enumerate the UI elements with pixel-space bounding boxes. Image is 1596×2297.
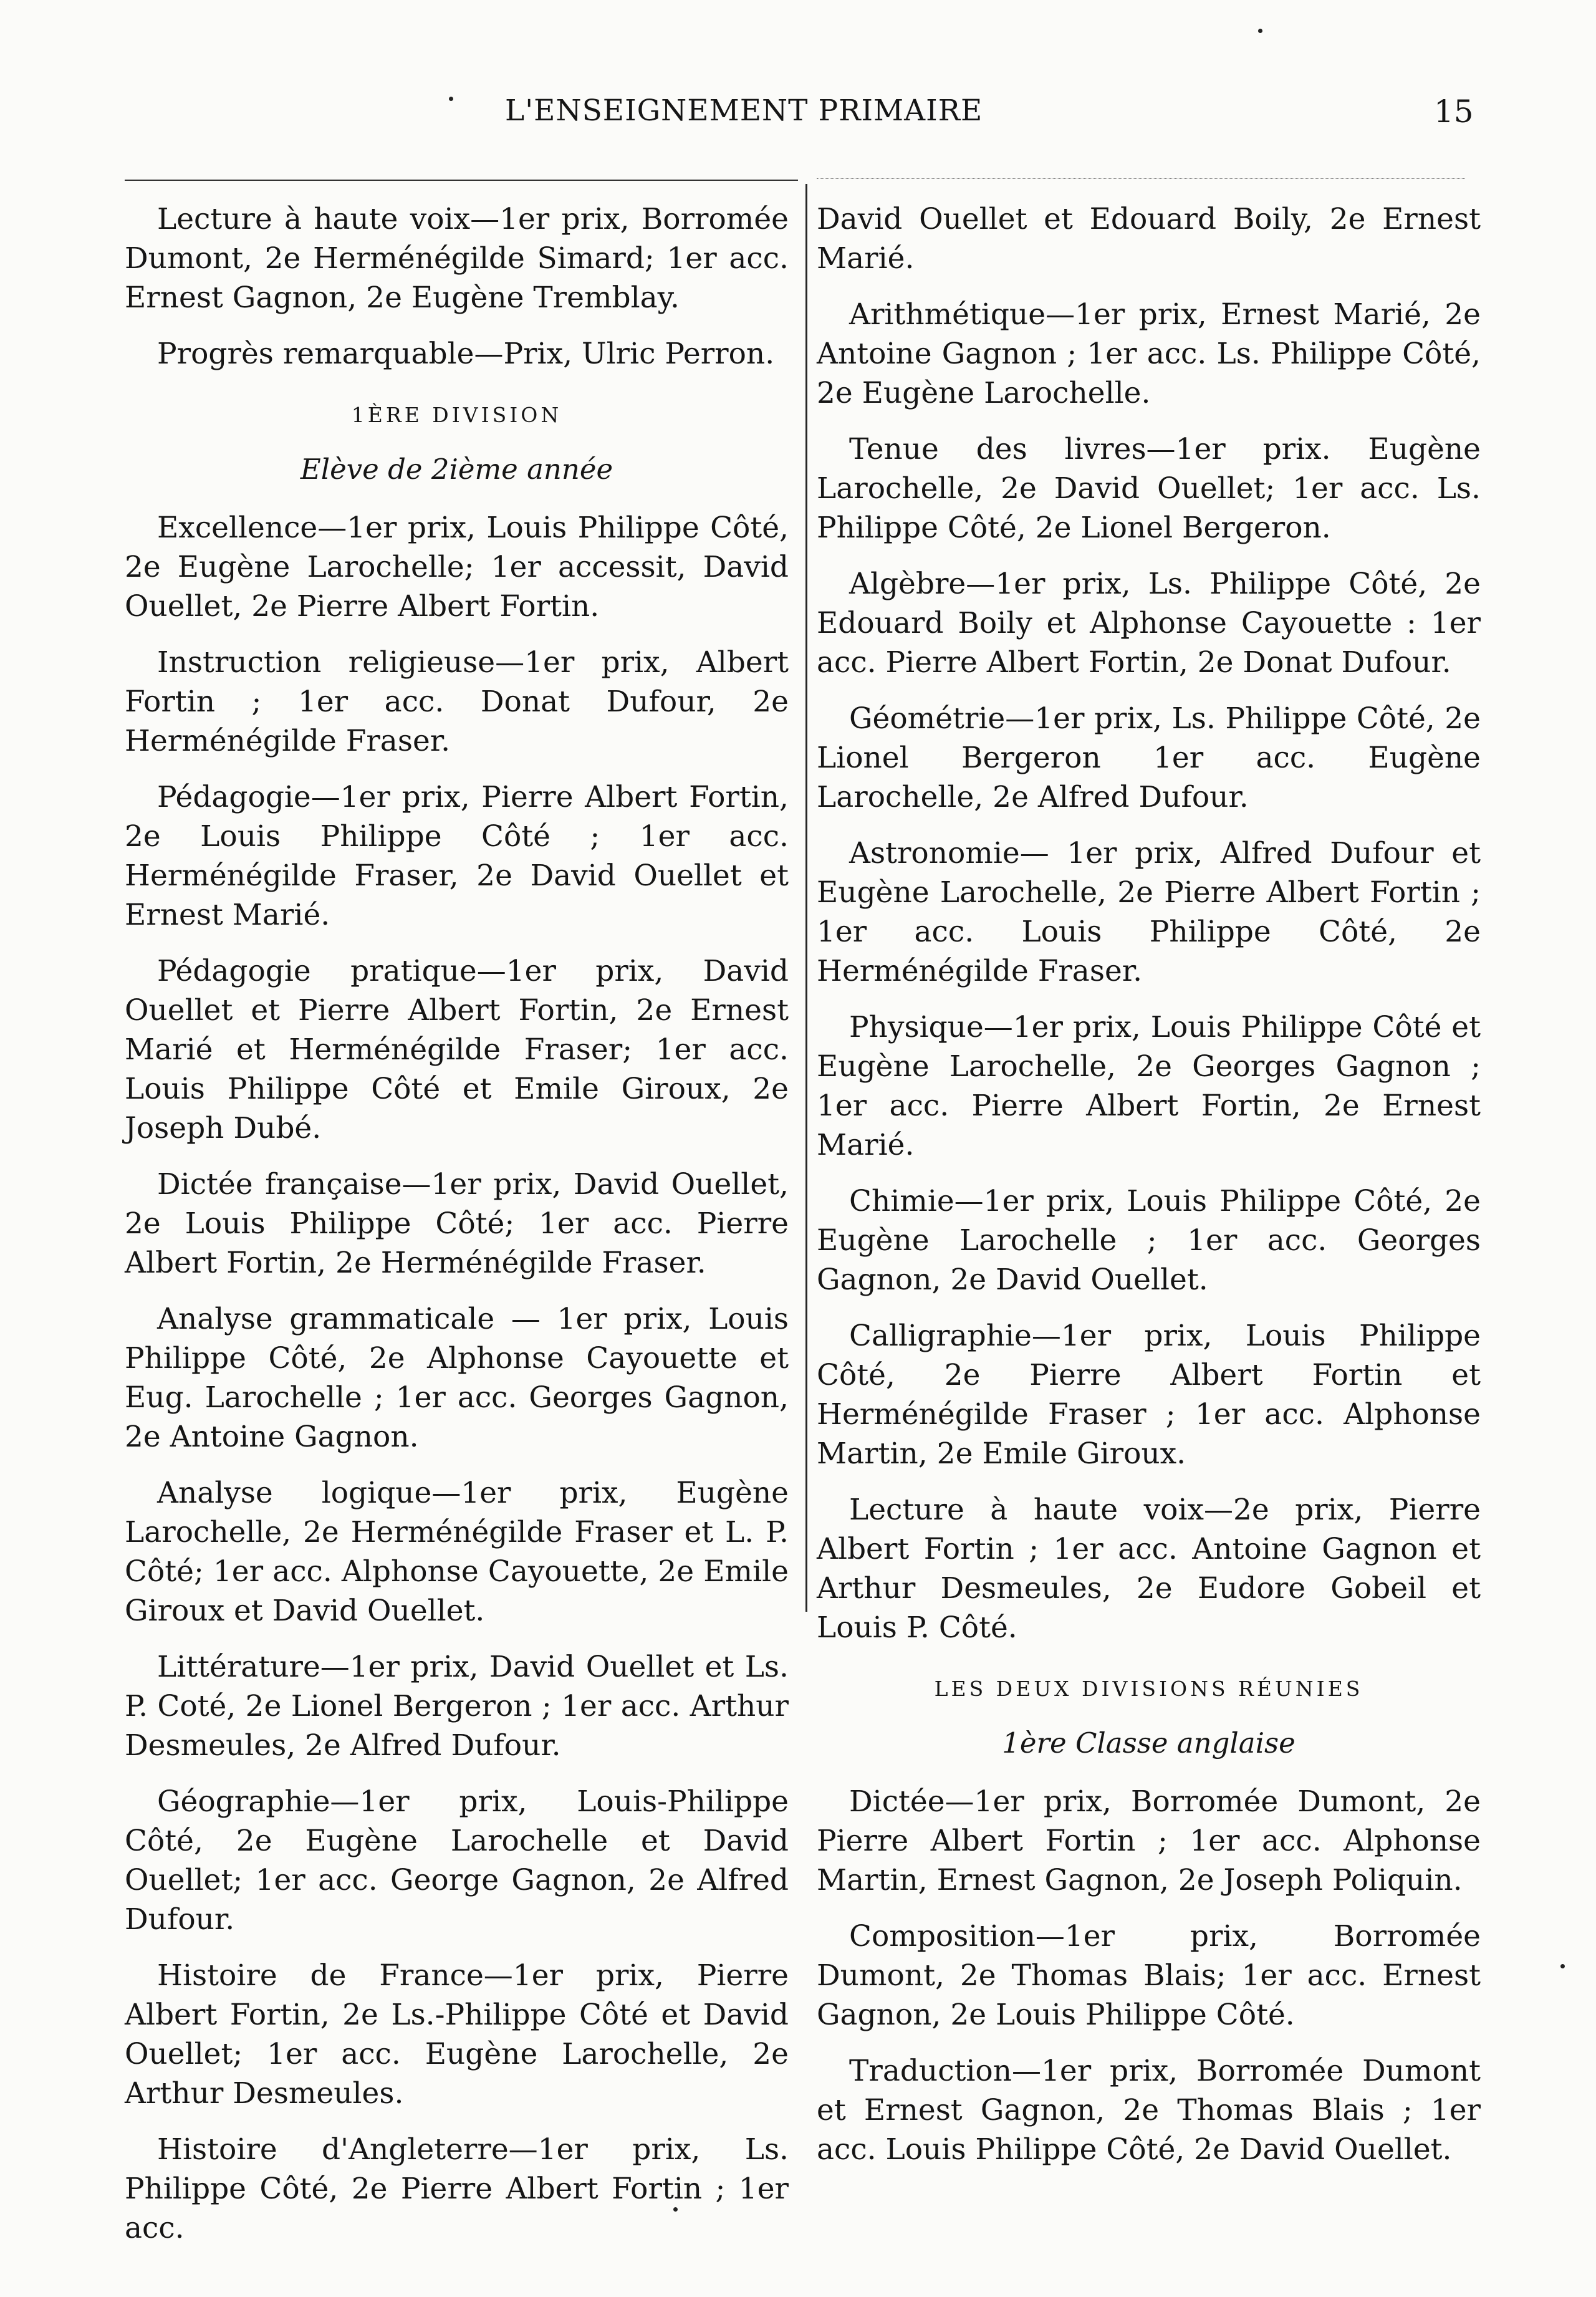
ink-speck	[673, 2207, 678, 2212]
prize-paragraph: Géographie—1er prix, Louis-Philippe Côté, 2e Eugène Larochelle et David Ouellet; 1er acc. George Gagnon, 2e Alfred Dufour.	[125, 1784, 789, 1937]
prize-paragraph: Histoire d'Angleterre—1er prix, Ls. Philippe Côté, 2e Pierre Albert Fortin ; 1er acc.	[125, 2132, 789, 2245]
header-rule-left	[125, 180, 798, 181]
column-divider	[805, 184, 807, 1612]
prize-paragraph: Lecture à haute voix—2e prix, Pierre Albert Fortin ; 1er acc. Antoine Gagnon et Arthur Desmeules, 2e Eudore Gobeil et Louis P. Côté.	[817, 1493, 1481, 1645]
prize-paragraph: Dictée française—1er prix, David Ouellet, 2e Louis Philippe Côté; 1er acc. Pierre Albert Fortin, 2e Herménégilde Fraser.	[125, 1167, 789, 1280]
prize-paragraph: Géométrie—1er prix, Ls. Philippe Côté, 2e Lionel Bergeron 1er acc. Eugène Larochelle, 2e Alfred Dufour.	[817, 701, 1481, 814]
prize-paragraph: Analyse grammaticale — 1er prix, Louis Philippe Côté, 2e Alphonse Cayouette et Eug. Larochelle ; 1er acc. Georges Gagnon, 2e Antoine Gagnon.	[125, 1302, 789, 1454]
prize-paragraph: Lecture à haute voix—1er prix, Borromée Dumont, 2e Herménégilde Simard; 1er acc. Ernest Gagnon, 2e Eugène Tremblay.	[125, 202, 789, 315]
prize-paragraph: Calligraphie—1er prix, Louis Philippe Côté, 2e Pierre Albert Fortin et Herménégilde Fraser ; 1er acc. Alphonse Martin, 2e Emile Giroux.	[817, 1319, 1481, 1471]
prize-paragraph: Arithmétique—1er prix, Ernest Marié, 2e Antoine Gagnon ; 1er acc. Ls. Philippe Côté, 2e Eugène Larochelle.	[817, 297, 1481, 410]
ink-speck	[1560, 1964, 1565, 1968]
ink-speck	[1258, 29, 1262, 33]
prize-paragraph: Physique—1er prix, Louis Philippe Côté et Eugène Larochelle, 2e Georges Gagnon ; 1er acc. Pierre Albert Fortin, 2e Ernest Marié.	[817, 1010, 1481, 1162]
prize-paragraph: Astronomie— 1er prix, Alfred Dufour et Eugène Larochelle, 2e Pierre Albert Fortin ; 1er acc. Louis Philippe Côté, 2e Herménégilde Fraser.	[817, 836, 1481, 988]
prize-paragraph: Tenue des livres—1er prix. Eugène Larochelle, 2e David Ouellet; 1er acc. Ls. Philippe Côté, 2e Lionel Bergeron.	[817, 432, 1481, 545]
running-title: L'ENSEIGNEMENT PRIMAIRE	[505, 94, 983, 128]
divisions-heading: LES DEUX DIVISIONS RÉUNIES	[934, 1677, 1363, 1701]
page-number: 15	[1434, 94, 1474, 130]
prize-paragraph-continued: David Ouellet et Edouard Boily, 2e Ernest Marié.	[817, 202, 1481, 276]
prize-paragraph: Dictée—1er prix, Borromée Dumont, 2e Pierre Albert Fortin ; 1er acc. Alphonse Martin, Ernest Gagnon, 2e Joseph Poliquin.	[817, 1784, 1481, 1897]
prize-paragraph: Analyse logique—1er prix, Eugène Larochelle, 2e Herménégilde Fraser et L. P. Côté; 1er acc. Alphonse Cayouette, 2e Emile Giroux et David Ouellet.	[125, 1476, 789, 1628]
prize-paragraph: Composition—1er prix, Borromée Dumont, 2e Thomas Blais; 1er acc. Ernest Gagnon, 2e Louis Philippe Côté.	[817, 1919, 1481, 2032]
prize-paragraph: Histoire de France—1er prix, Pierre Albert Fortin, 2e Ls.-Philippe Côté et David Ouellet; 1er acc. Eugène Larochelle, 2e Arthur Desmeules.	[125, 1958, 789, 2111]
page-header	[0, 94, 1596, 150]
prize-paragraph: Instruction religieuse—1er prix, Albert Fortin ; 1er acc. Donat Dufour, 2e Herménégilde Fraser.	[125, 645, 789, 758]
prize-paragraph: Algèbre—1er prix, Ls. Philippe Côté, 2e Edouard Boily et Alphonse Cayouette : 1er acc. Pierre Albert Fortin, 2e Donat Dufour.	[817, 567, 1481, 680]
prize-paragraph: Traduction—1er prix, Borromée Dumont et Ernest Gagnon, 2e Thomas Blais ; 1er acc. Louis Philippe Côté, 2e David Ouellet.	[817, 2054, 1481, 2167]
right-column	[817, 200, 1481, 2186]
prize-paragraph: Excellence—1er prix, Louis Philippe Côté, 2e Eugène Larochelle; 1er accessit, David Ouellet, 2e Pierre Albert Fortin.	[125, 511, 789, 624]
prize-paragraph: Chimie—1er prix, Louis Philippe Côté, 2e Eugène Larochelle ; 1er acc. Georges Gagnon, 2e David Ouellet.	[817, 1184, 1481, 1297]
prize-paragraph: Littérature—1er prix, David Ouellet et Ls. P. Coté, 2e Lionel Bergeron ; 1er acc. Arthur Desmeules, 2e Alfred Dufour.	[125, 1650, 789, 1763]
class-heading: 1ère Classe anglaise	[1002, 1726, 1296, 1760]
prize-paragraph: Progrès remarquable—Prix, Ulric Perron.	[157, 337, 775, 371]
ink-speck	[449, 97, 453, 101]
left-column	[125, 200, 789, 2265]
division-heading: 1ÈRE DIVISION	[351, 403, 562, 427]
header-rule-right	[817, 178, 1465, 179]
year-heading: Elève de 2ième année	[300, 453, 613, 486]
prize-paragraph: Pédagogie—1er prix, Pierre Albert Fortin, 2e Louis Philippe Côté ; 1er acc. Herménégilde Fraser, 2e David Ouellet et Ernest Marié.	[125, 780, 789, 932]
prize-paragraph: Pédagogie pratique—1er prix, David Ouellet et Pierre Albert Fortin, 2e Ernest Marié et Herménégilde Fraser; 1er acc. Louis Philippe Côté et Emile Giroux, 2e Joseph Dubé.	[125, 954, 789, 1145]
